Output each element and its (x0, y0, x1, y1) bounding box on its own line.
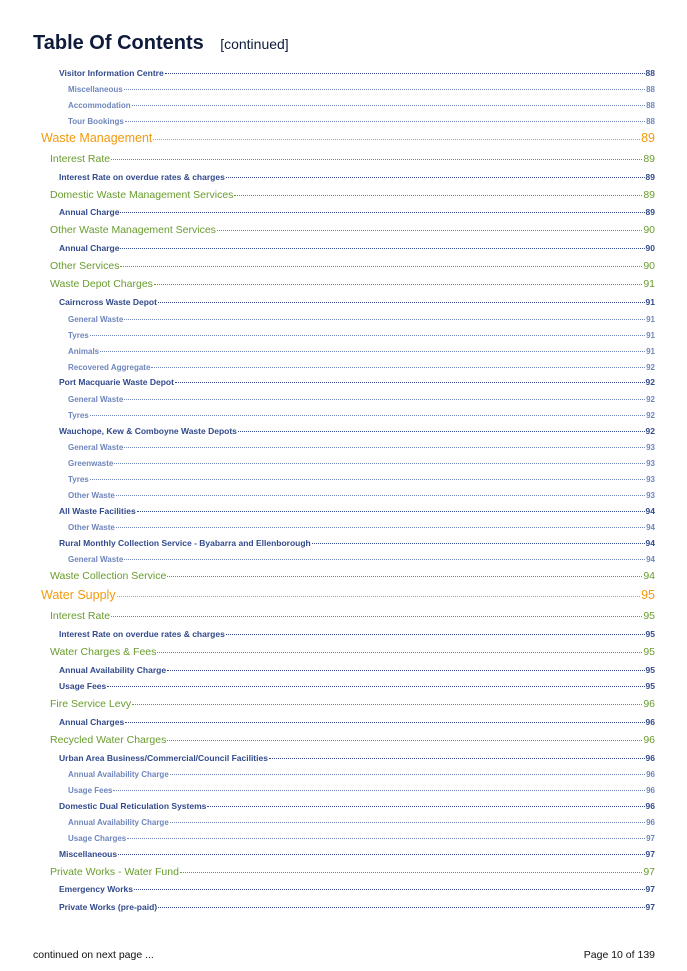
toc-entry-page: 92 (645, 377, 655, 388)
dot-leader (100, 351, 645, 352)
toc-entry-label: Tyres (68, 330, 89, 340)
toc-entry[interactable] (68, 395, 655, 404)
dot-leader (111, 159, 642, 160)
toc-entry-page: 97 (643, 865, 655, 878)
toc-entry-label: Waste Management (41, 131, 153, 145)
toc-entry[interactable] (50, 189, 655, 201)
toc-entry[interactable] (59, 629, 655, 639)
toc-entry-label: Private Works (pre-paid) (59, 902, 158, 913)
toc-entry-label: Other Waste (68, 490, 115, 500)
toc-entry[interactable] (59, 506, 655, 516)
toc-entry[interactable] (59, 681, 655, 691)
toc-entry-label: Private Works - Water Fund (50, 865, 179, 878)
toc-entry-label: Usage Fees (59, 681, 107, 692)
toc-entry-label: Usage Fees (68, 785, 113, 795)
toc-entry[interactable] (41, 131, 655, 145)
toc-entry[interactable] (68, 443, 655, 452)
toc-entry-label: Recovered Aggregate (68, 362, 151, 372)
toc-entry-label: General Waste (68, 554, 124, 564)
toc-entry-page: 95 (645, 665, 655, 676)
toc-entry[interactable] (50, 698, 655, 710)
toc-entry-page: 94 (645, 538, 655, 549)
dot-leader (180, 872, 642, 873)
toc-entry[interactable] (59, 884, 655, 894)
dot-leader (226, 634, 645, 635)
toc-entry-page: 93 (646, 490, 655, 500)
toc-entry-page: 94 (643, 569, 655, 582)
toc-entry[interactable] (41, 588, 655, 602)
toc-entry-label: General Waste (68, 314, 124, 324)
toc-entry-label: Emergency Works (59, 884, 134, 895)
toc-entry-page: 92 (646, 410, 655, 420)
toc-entry-page: 91 (646, 330, 655, 340)
toc-entry[interactable] (50, 646, 655, 658)
toc-entry-page: 90 (643, 259, 655, 272)
toc-entry-page: 97 (646, 833, 655, 843)
toc-continued-label: [continued] (220, 36, 289, 52)
dot-leader (120, 266, 642, 267)
dot-leader (116, 495, 645, 496)
toc-entry-label: Interest Rate (50, 152, 111, 165)
page-indicator: Page 10 of 139 (583, 949, 655, 961)
toc-entry-label: Recycled Water Charges (50, 733, 167, 746)
dot-leader (157, 652, 642, 653)
toc-entry-page: 96 (645, 753, 655, 764)
toc-entry[interactable] (59, 426, 655, 436)
dot-leader (167, 740, 642, 741)
toc-entry-label: Tour Bookings (68, 116, 124, 126)
dot-leader (118, 854, 644, 855)
toc-entry[interactable] (68, 347, 655, 356)
dot-leader (120, 248, 644, 249)
toc-entry-label: Interest Rate (50, 609, 111, 622)
dot-leader (132, 704, 642, 705)
toc-entry-page: 93 (646, 474, 655, 484)
toc-entry-label: Annual Availability Charge (68, 817, 169, 827)
dot-leader (153, 139, 640, 140)
toc-entry-label: Animals (68, 346, 100, 356)
toc-entry[interactable] (68, 818, 655, 827)
toc-entry-label: Annual Charge (59, 207, 120, 218)
toc-entry[interactable] (59, 207, 655, 217)
toc-entry-label: All Waste Facilities (59, 506, 136, 517)
dot-leader (170, 774, 645, 775)
toc-entry-page: 89 (645, 207, 655, 218)
toc-entry-label: Miscellaneous (68, 84, 123, 94)
toc-entry-label: Interest Rate on overdue rates & charges (59, 629, 225, 640)
dot-leader (125, 121, 645, 122)
toc-entry[interactable] (68, 117, 655, 126)
toc-entry[interactable] (68, 834, 655, 843)
dot-leader (137, 511, 645, 512)
toc-entry[interactable] (59, 902, 655, 912)
toc-entry-label: Usage Charges (68, 833, 127, 843)
toc-title: Table Of Contents (33, 32, 204, 54)
continued-note: continued on next page ... (33, 949, 154, 961)
dot-leader (124, 447, 645, 448)
toc-entry-page: 96 (645, 801, 655, 812)
dot-leader (151, 367, 645, 368)
dot-leader (165, 73, 645, 74)
dot-leader (226, 177, 645, 178)
dot-leader (158, 907, 644, 908)
toc-entry[interactable] (59, 243, 655, 253)
toc-entry[interactable] (50, 278, 655, 290)
toc-entry-label: General Waste (68, 442, 124, 452)
toc-entry-label: Cairncross Waste Depot (59, 297, 157, 308)
dot-leader (113, 790, 645, 791)
dot-leader (167, 576, 642, 577)
toc-entry[interactable] (68, 459, 655, 468)
dot-leader (117, 596, 641, 597)
toc-entry-page: 89 (643, 152, 655, 165)
dot-leader (134, 889, 645, 890)
dot-leader (124, 399, 645, 400)
toc-entry-page: 92 (646, 394, 655, 404)
dot-leader (90, 415, 645, 416)
toc-entry[interactable] (59, 297, 655, 307)
dot-leader (124, 559, 645, 560)
toc-entry[interactable] (59, 717, 655, 727)
toc-entry-page: 91 (646, 314, 655, 324)
toc-entry[interactable] (68, 770, 655, 779)
toc-entry-page: 92 (646, 362, 655, 372)
toc-entry-page: 90 (643, 223, 655, 236)
dot-leader (111, 616, 642, 617)
toc-entry[interactable] (59, 849, 655, 859)
toc-entry-label: Annual Availability Charge (68, 769, 169, 779)
dot-leader (125, 722, 644, 723)
toc-entry-page: 88 (646, 84, 655, 94)
dot-leader (107, 686, 644, 687)
toc-entry-label: Other Services (50, 259, 120, 272)
toc-entry-page: 88 (646, 116, 655, 126)
toc-entry-page: 94 (645, 506, 655, 517)
toc-entry-label: Domestic Waste Management Services (50, 188, 234, 201)
toc-entry-label: Annual Availability Charge (59, 665, 167, 676)
toc-entry-page: 94 (646, 522, 655, 532)
dot-leader (154, 284, 642, 285)
toc-entry[interactable] (68, 101, 655, 110)
toc-entry-page: 93 (646, 442, 655, 452)
toc-entry-page: 97 (645, 902, 655, 913)
toc-entry-label: Waste Collection Service (50, 569, 167, 582)
toc-entry[interactable] (59, 68, 655, 78)
dot-leader (124, 319, 645, 320)
toc-entry[interactable] (68, 331, 655, 340)
toc-entry-page: 96 (645, 717, 655, 728)
toc-entry-label: Urban Area Business/Commercial/Council Facilities (59, 753, 268, 764)
toc-entry-page: 96 (646, 769, 655, 779)
toc-entry-label: Miscellaneous (59, 849, 118, 860)
dot-leader (217, 230, 642, 231)
toc-entry[interactable] (50, 224, 655, 236)
toc-entry[interactable] (50, 734, 655, 746)
toc-entry-label: Water Charges & Fees (50, 645, 157, 658)
toc-entry[interactable] (59, 377, 655, 387)
toc-entry-label: Visitor Information Centre (59, 68, 164, 79)
toc-entry-label: Port Macquarie Waste Depot (59, 377, 174, 388)
toc-entry-label: Other Waste (68, 522, 115, 532)
toc-entry[interactable] (68, 491, 655, 500)
toc-entry[interactable] (68, 363, 655, 372)
toc-entry-label: Waste Depot Charges (50, 277, 153, 290)
toc-entry-page: 89 (643, 188, 655, 201)
toc-entry-page: 96 (643, 733, 655, 746)
toc-entry-label: Domestic Dual Reticulation Systems (59, 801, 207, 812)
toc-entry-page: 89 (645, 172, 655, 183)
dot-leader (114, 463, 645, 464)
toc-entry[interactable] (50, 260, 655, 272)
toc-entry-label: Rural Monthly Collection Service - Byabarra and Ellenborough (59, 538, 311, 549)
toc-entry-page: 91 (646, 346, 655, 356)
toc-entry-page: 93 (646, 458, 655, 468)
dot-leader (269, 758, 645, 759)
dot-leader (167, 670, 644, 671)
toc-entry-label: Annual Charges (59, 717, 125, 728)
toc-entry[interactable] (68, 555, 655, 564)
toc-entry[interactable] (59, 753, 655, 763)
dot-leader (175, 382, 645, 383)
toc-entry-label: Wauchope, Kew & Comboyne Waste Depots (59, 426, 237, 437)
toc-entry-label: Fire Service Levy (50, 697, 132, 710)
dot-leader (127, 838, 645, 839)
toc-entry-page: 95 (643, 609, 655, 622)
toc-entry[interactable] (50, 866, 655, 878)
toc-entry-page: 95 (643, 645, 655, 658)
toc-entry[interactable] (50, 570, 655, 582)
toc-entry-label: Greenwaste (68, 458, 114, 468)
toc-entry[interactable] (59, 665, 655, 675)
toc-entry[interactable] (68, 85, 655, 94)
toc-entry-page: 91 (645, 297, 655, 308)
toc-entry-label: Tyres (68, 410, 89, 420)
toc-entry-page: 88 (646, 100, 655, 110)
toc-entry-page: 94 (646, 554, 655, 564)
toc-entry-label: Interest Rate on overdue rates & charges (59, 172, 225, 183)
dot-leader (90, 335, 645, 336)
toc-entry-page: 91 (643, 277, 655, 290)
toc-entry-page: 97 (645, 849, 655, 860)
toc-entry[interactable] (68, 315, 655, 324)
toc-entry-page: 96 (646, 817, 655, 827)
dot-leader (312, 543, 645, 544)
dot-leader (207, 806, 644, 807)
toc-entry[interactable] (68, 411, 655, 420)
toc-entry[interactable] (50, 610, 655, 622)
toc-entry[interactable] (68, 475, 655, 484)
toc-entry-page: 95 (645, 629, 655, 640)
toc-entry[interactable] (59, 538, 655, 548)
toc-entry-page: 90 (645, 243, 655, 254)
toc-entry-page: 97 (645, 884, 655, 895)
dot-leader (116, 527, 645, 528)
dot-leader (158, 302, 645, 303)
toc-entry-label: General Waste (68, 394, 124, 404)
toc-entry-page: 92 (645, 426, 655, 437)
toc-entry-page: 89 (641, 131, 655, 145)
toc-entry-label: Tyres (68, 474, 89, 484)
dot-leader (120, 212, 644, 213)
toc-entry-page: 96 (643, 697, 655, 710)
toc-entry-label: Annual Charge (59, 243, 120, 254)
toc-entry[interactable] (68, 523, 655, 532)
toc-entry-label: Water Supply (41, 588, 116, 602)
toc-entry-page: 96 (646, 785, 655, 795)
toc-entry-label: Other Waste Management Services (50, 223, 216, 236)
toc-entry-page: 95 (641, 588, 655, 602)
toc-entry-label: Accommodation (68, 100, 131, 110)
toc-entry-page: 95 (645, 681, 655, 692)
toc-entry[interactable] (59, 801, 655, 811)
page-title (33, 32, 289, 55)
toc-entry[interactable] (59, 172, 655, 182)
dot-leader (170, 822, 645, 823)
toc-entry[interactable] (68, 786, 655, 795)
dot-leader (234, 195, 642, 196)
toc-entry-page: 88 (645, 68, 655, 79)
dot-leader (238, 431, 645, 432)
dot-leader (132, 105, 645, 106)
dot-leader (90, 479, 645, 480)
dot-leader (124, 89, 645, 90)
toc-entry[interactable] (50, 153, 655, 165)
